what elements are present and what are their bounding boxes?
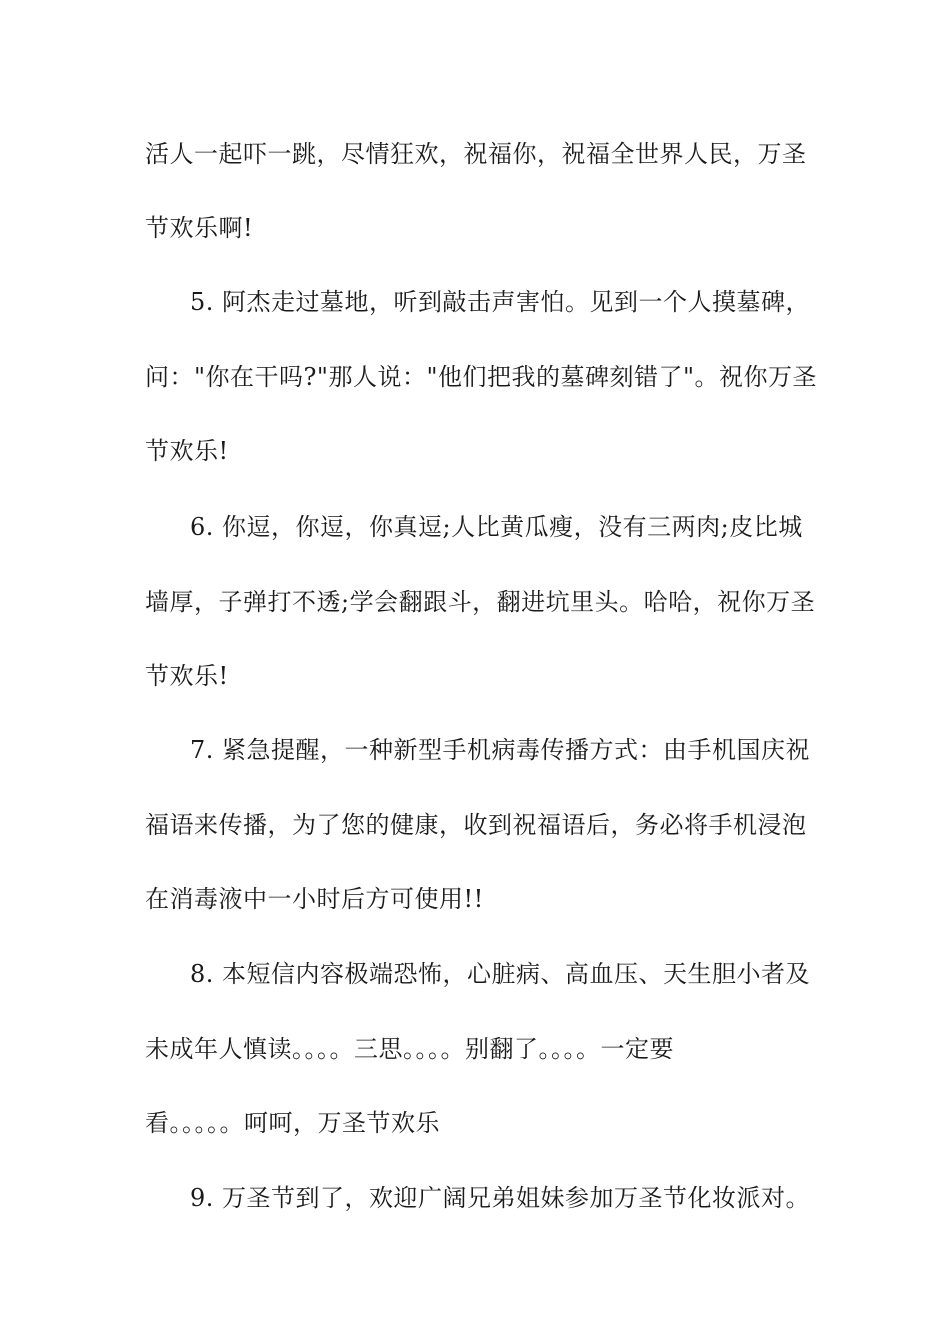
text-line: 节欢乐啊!	[145, 214, 254, 242]
text-line: 福语来传播，为了您的健康，收到祝福语后，务必将手机浸泡	[145, 811, 807, 839]
text-line: 在消毒液中一小时后方可使用!!	[145, 885, 484, 913]
text-line: 墙厚，子弹打不透;学会翻跟斗，翻进坑里头。哈哈，祝你万圣	[145, 588, 816, 616]
list-item-8-line: 8. 本短信内容极端恐怖，心脏病、高血压、天生胆小者及	[190, 960, 811, 988]
list-item-6-line: 6. 你逗，你逗，你真逗;人比黄瓜瘦，没有三两肉;皮比城	[190, 513, 803, 541]
list-item-7-line: 7. 紧急提醒，一种新型手机病毒传播方式：由手机国庆祝	[190, 736, 811, 764]
text-line: 看。。。。。呵呵，万圣节欢乐	[145, 1109, 440, 1137]
text-line: 问："你在干吗?"那人说："他们把我的墓碑刻错了"。祝你万圣	[145, 363, 818, 391]
text-line: 节欢乐!	[145, 437, 229, 465]
text-line: 节欢乐!	[145, 662, 229, 690]
text-line: 活人一起吓一跳，尽情狂欢，祝福你，祝福全世界人民，万圣	[145, 140, 807, 168]
list-item-9-line: 9. 万圣节到了，欢迎广阔兄弟姐妹参加万圣节化妆派对。	[190, 1184, 811, 1212]
text-line: 未成年人慎读。。。。三思。。。。别翻了。。。。一定要	[145, 1035, 674, 1063]
list-item-5-line: 5. 阿杰走过墓地，听到敲击声害怕。见到一个人摸墓碑，	[190, 288, 811, 316]
